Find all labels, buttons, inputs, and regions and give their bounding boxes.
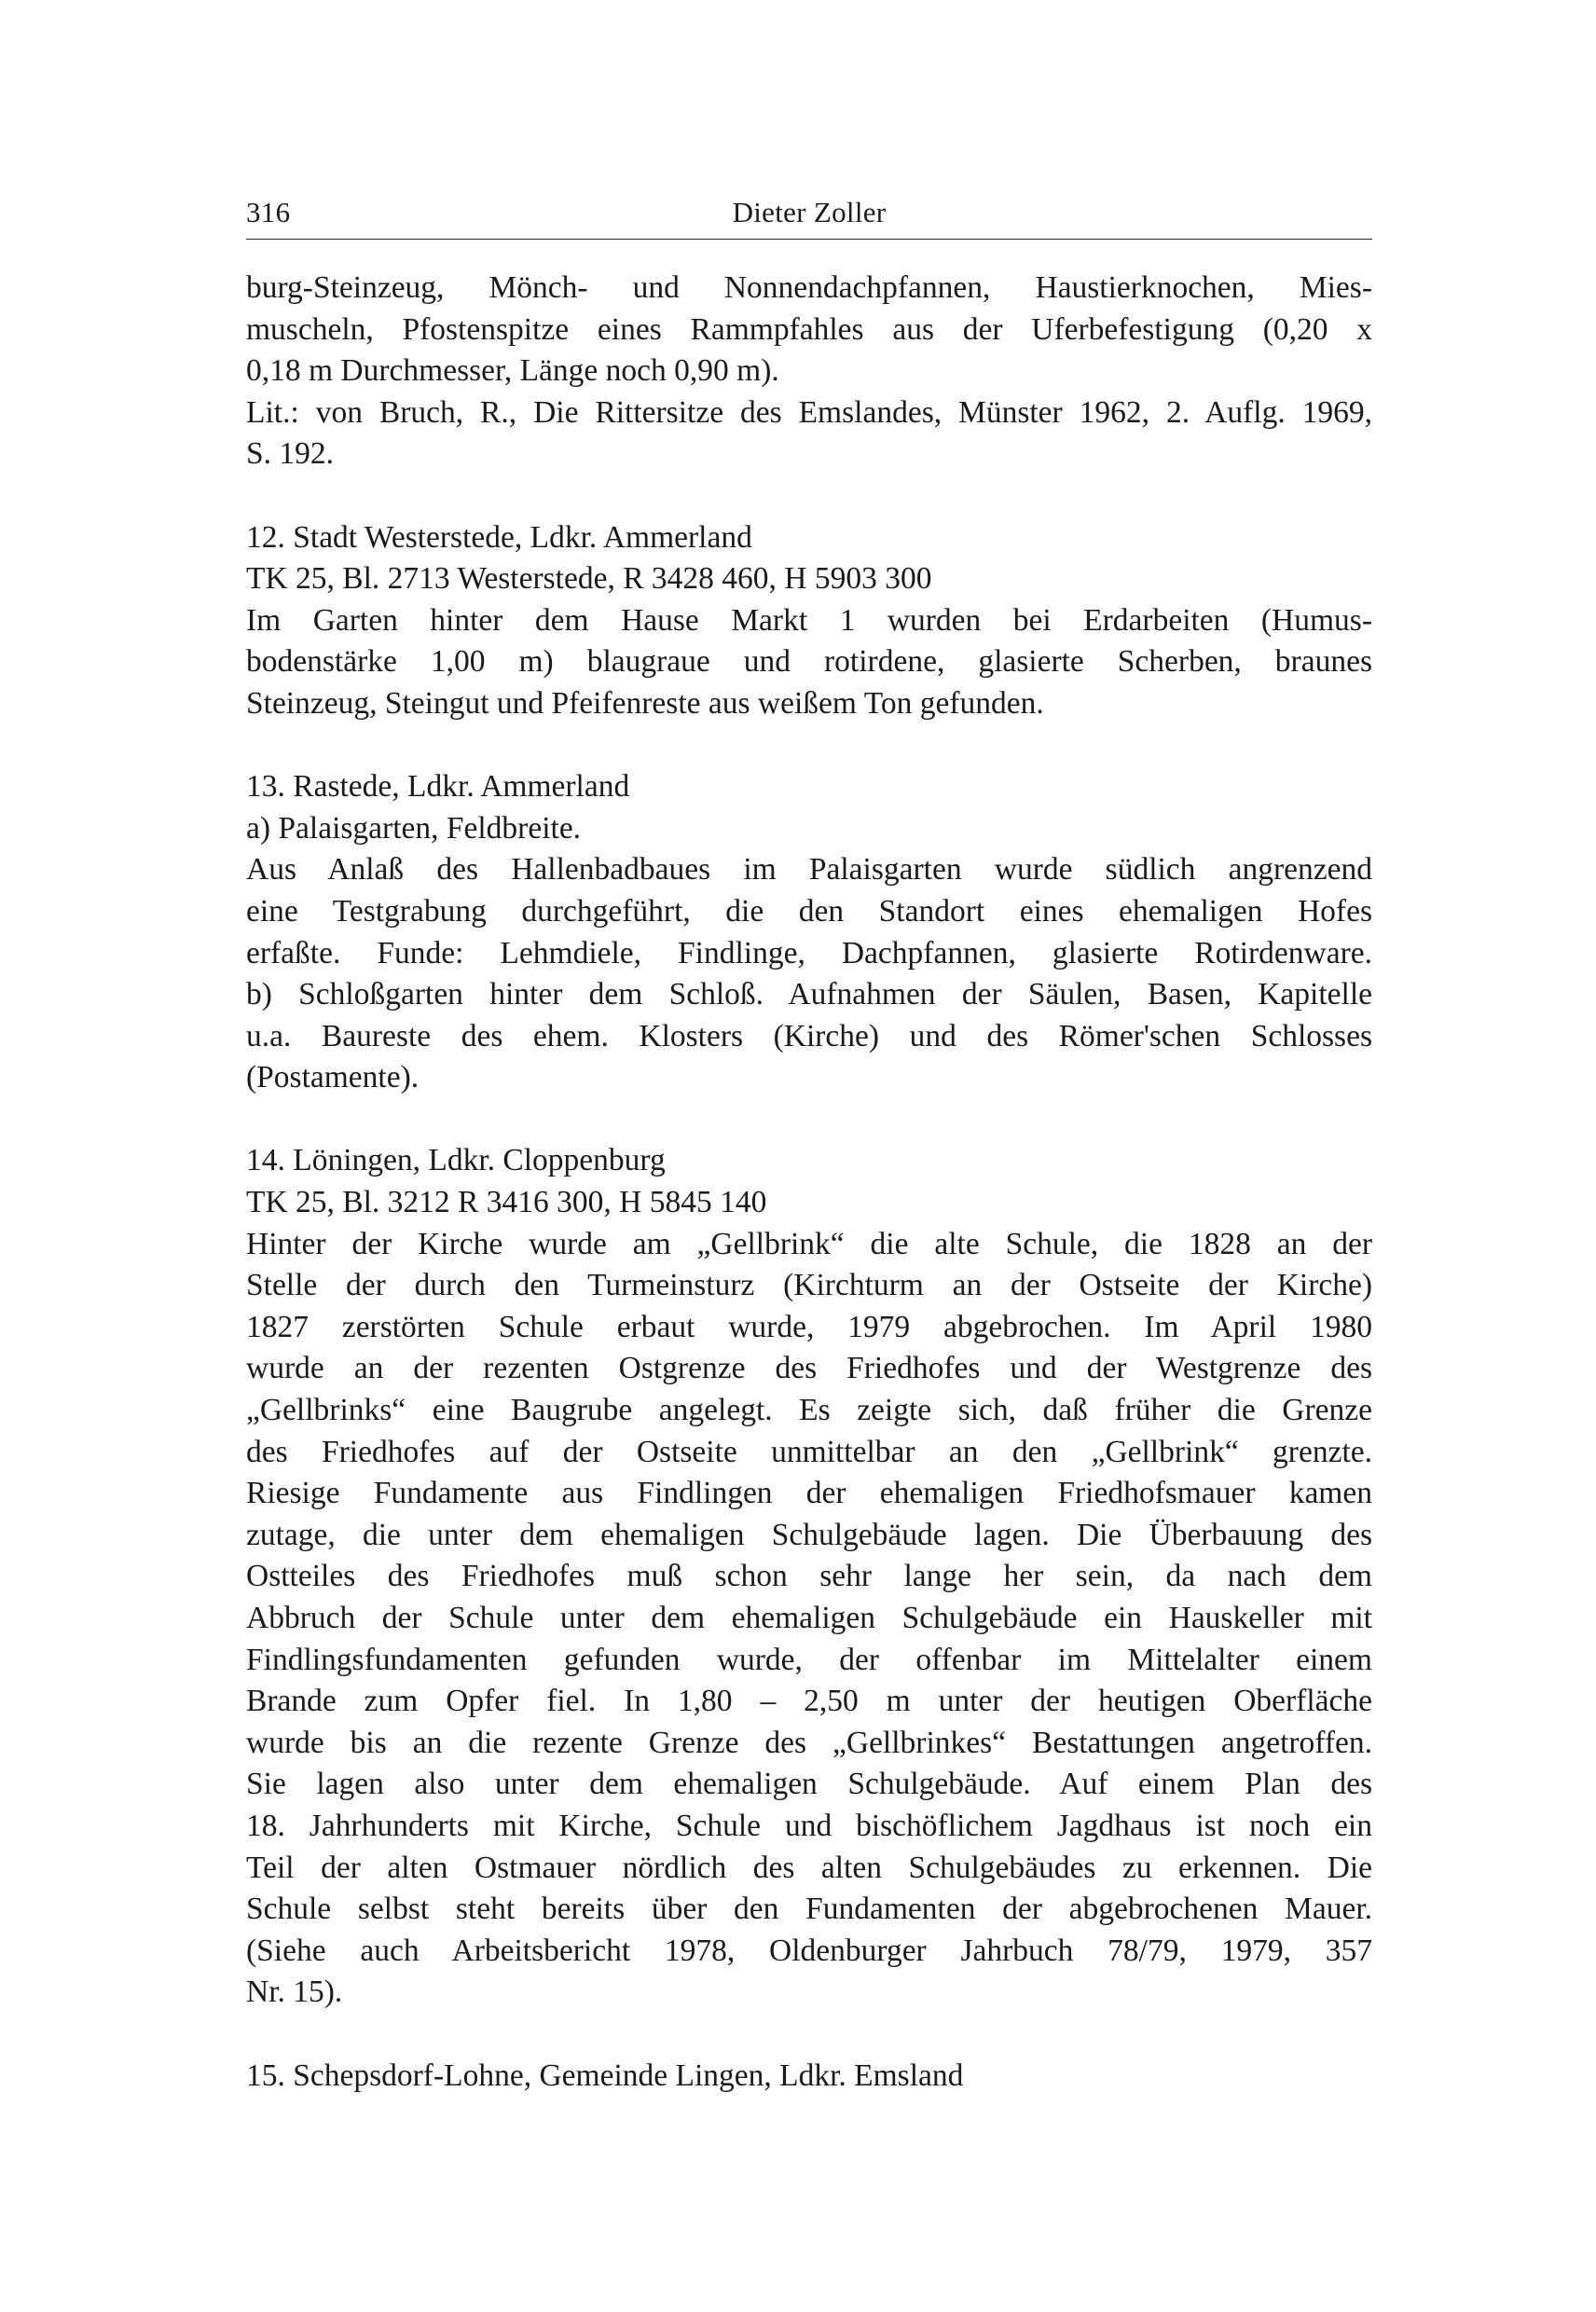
text-line: (Postamente). (246, 1060, 420, 1095)
text-line: Findlingsfundamenten gefunden wurde, der offenbar im Mittelalter einem (246, 1642, 1372, 1677)
text-line: Aus Anlaß des Hallenbadbaues im Palaisgarten wurde südlich angrenzend (246, 852, 1372, 888)
text-line: Teil der alten Ostmauer nördlich des alten Schulgebäudes zu erkennen. Die (246, 1850, 1372, 1885)
text-line: 18. Jahrhunderts mit Kirche, Schule und bischöflichem Jagdhaus ist noch ein (246, 1808, 1372, 1843)
text-line: eine Testgrabung durchgeführt, die den Standort eines ehemaligen Hofes (246, 893, 1372, 929)
text-line: S. 192. (246, 436, 335, 472)
text-line: 0,18 m Durchmesser, Länge noch 0,90 m). (246, 353, 779, 389)
entry-heading: 13. Rastede, Ldkr. Ammerland (246, 769, 630, 805)
body-text (246, 268, 1372, 2097)
text-line: muscheln, Pfostenspitze eines Rammpfahles aus der Uferbefestigung (0,20 x (246, 311, 1372, 347)
text-line: Hinter der Kirche wurde am „Gellbrink“ die alte Schule, die 1828 an der (246, 1226, 1372, 1261)
text-line: bodenstärke 1,00 m) blaugraue und rotirdene, glasierte Scherben, braunes (246, 644, 1372, 680)
text-line: Ostteiles des Friedhofes muß schon sehr lange her sein, da nach dem (246, 1559, 1372, 1594)
entry-heading: 14. Löningen, Ldkr. Cloppenburg (246, 1143, 666, 1178)
text-line: Lit.: von Bruch, R., Die Rittersitze des Emslandes, Münster 1962, 2. Auflg. 1969, (246, 394, 1372, 430)
entry-12 (246, 517, 1372, 725)
running-head-author: Dieter Zoller (732, 196, 887, 228)
text-line: Sie lagen also unter dem ehemaligen Schulgebäude. Auf einem Plan des (246, 1767, 1372, 1802)
text-line: b) Schloßgarten hinter dem Schloß. Aufnahmen der Säulen, Basen, Kapitelle (246, 977, 1372, 1012)
text-line: wurde an der rezenten Ostgrenze des Friedhofes und der Westgrenze des (246, 1351, 1372, 1386)
text-line: Schule selbst steht bereits über den Fundamenten der abgebrochenen Mauer. (246, 1892, 1372, 1927)
text-line: erfaßte. Funde: Lehmdiele, Findlinge, Dachpfannen, glasierte Rotirdenware. (246, 935, 1372, 970)
text-line: Stelle der durch den Turmeinsturz (Kirchturm an der Ostseite der Kirche) (246, 1268, 1372, 1303)
map-reference: TK 25, Bl. 2713 Westerstede, R 3428 460, H 5903 300 (246, 561, 932, 597)
running-head (246, 186, 1372, 240)
entry-heading: 15. Schepsdorf-Lohne, Gemeinde Lingen, Ldkr. Emsland (246, 2057, 964, 2093)
entry-heading: 12. Stadt Westerstede, Ldkr. Ammerland (246, 519, 752, 555)
text-line: Riesige Fundamente aus Findlingen der ehemaligen Friedhofsmauer kamen (246, 1476, 1372, 1511)
text-line: Brande zum Opfer fiel. In 1,80 – 2,50 m unter der heutigen Oberfläche (246, 1684, 1372, 1719)
text-line: des Friedhofes auf der Ostseite unmittelbar an den „Gellbrink“ grenzte. (246, 1434, 1372, 1469)
text-line: zutage, die unter dem ehemaligen Schulgebäude lagen. Die Überbauung des (246, 1517, 1372, 1552)
page-number: 316 (246, 196, 291, 228)
text-line: Im Garten hinter dem Hause Markt 1 wurden bei Erdarbeiten (Humus- (246, 602, 1372, 638)
map-reference: TK 25, Bl. 3212 R 3416 300, H 5845 140 (246, 1185, 767, 1220)
sub-heading: a) Palaisgarten, Feldbreite. (246, 810, 582, 846)
text-line: burg-Steinzeug, Mönch- und Nonnendachpfannen, Haustierknochen, Mies- (246, 270, 1372, 305)
page (246, 186, 1372, 2097)
text-line: wurde bis an die rezente Grenze des „Gellbrinkes“ Bestattungen angetroffen. (246, 1725, 1372, 1760)
text-line: (Siehe auch Arbeitsbericht 1978, Oldenburger Jahrbuch 78/79, 1979, 357 (246, 1933, 1372, 1968)
text-line: Abbruch der Schule unter dem ehemaligen Schulgebäude ein Hauskeller mit (246, 1601, 1372, 1635)
entry-13 (246, 766, 1372, 1099)
entry-14 (246, 1140, 1372, 2013)
text-line: „Gellbrinks“ eine Baugrube angelegt. Es zeigte sich, daß früher die Grenze (246, 1393, 1372, 1428)
intro-paragraph (246, 268, 1372, 475)
entry-15 (246, 2056, 1372, 2098)
text-line: Nr. 15). (246, 1975, 343, 2010)
text-line: u.a. Baureste des ehem. Klosters (Kirche) und des Römer'schen Schlosses (246, 1018, 1372, 1053)
text-line: 1827 zerstörten Schule erbaut wurde, 1979 abgebrochen. Im April 1980 (246, 1309, 1372, 1344)
text-line: Steinzeug, Steingut und Pfeifenreste aus weißem Ton gefunden. (246, 685, 1044, 721)
